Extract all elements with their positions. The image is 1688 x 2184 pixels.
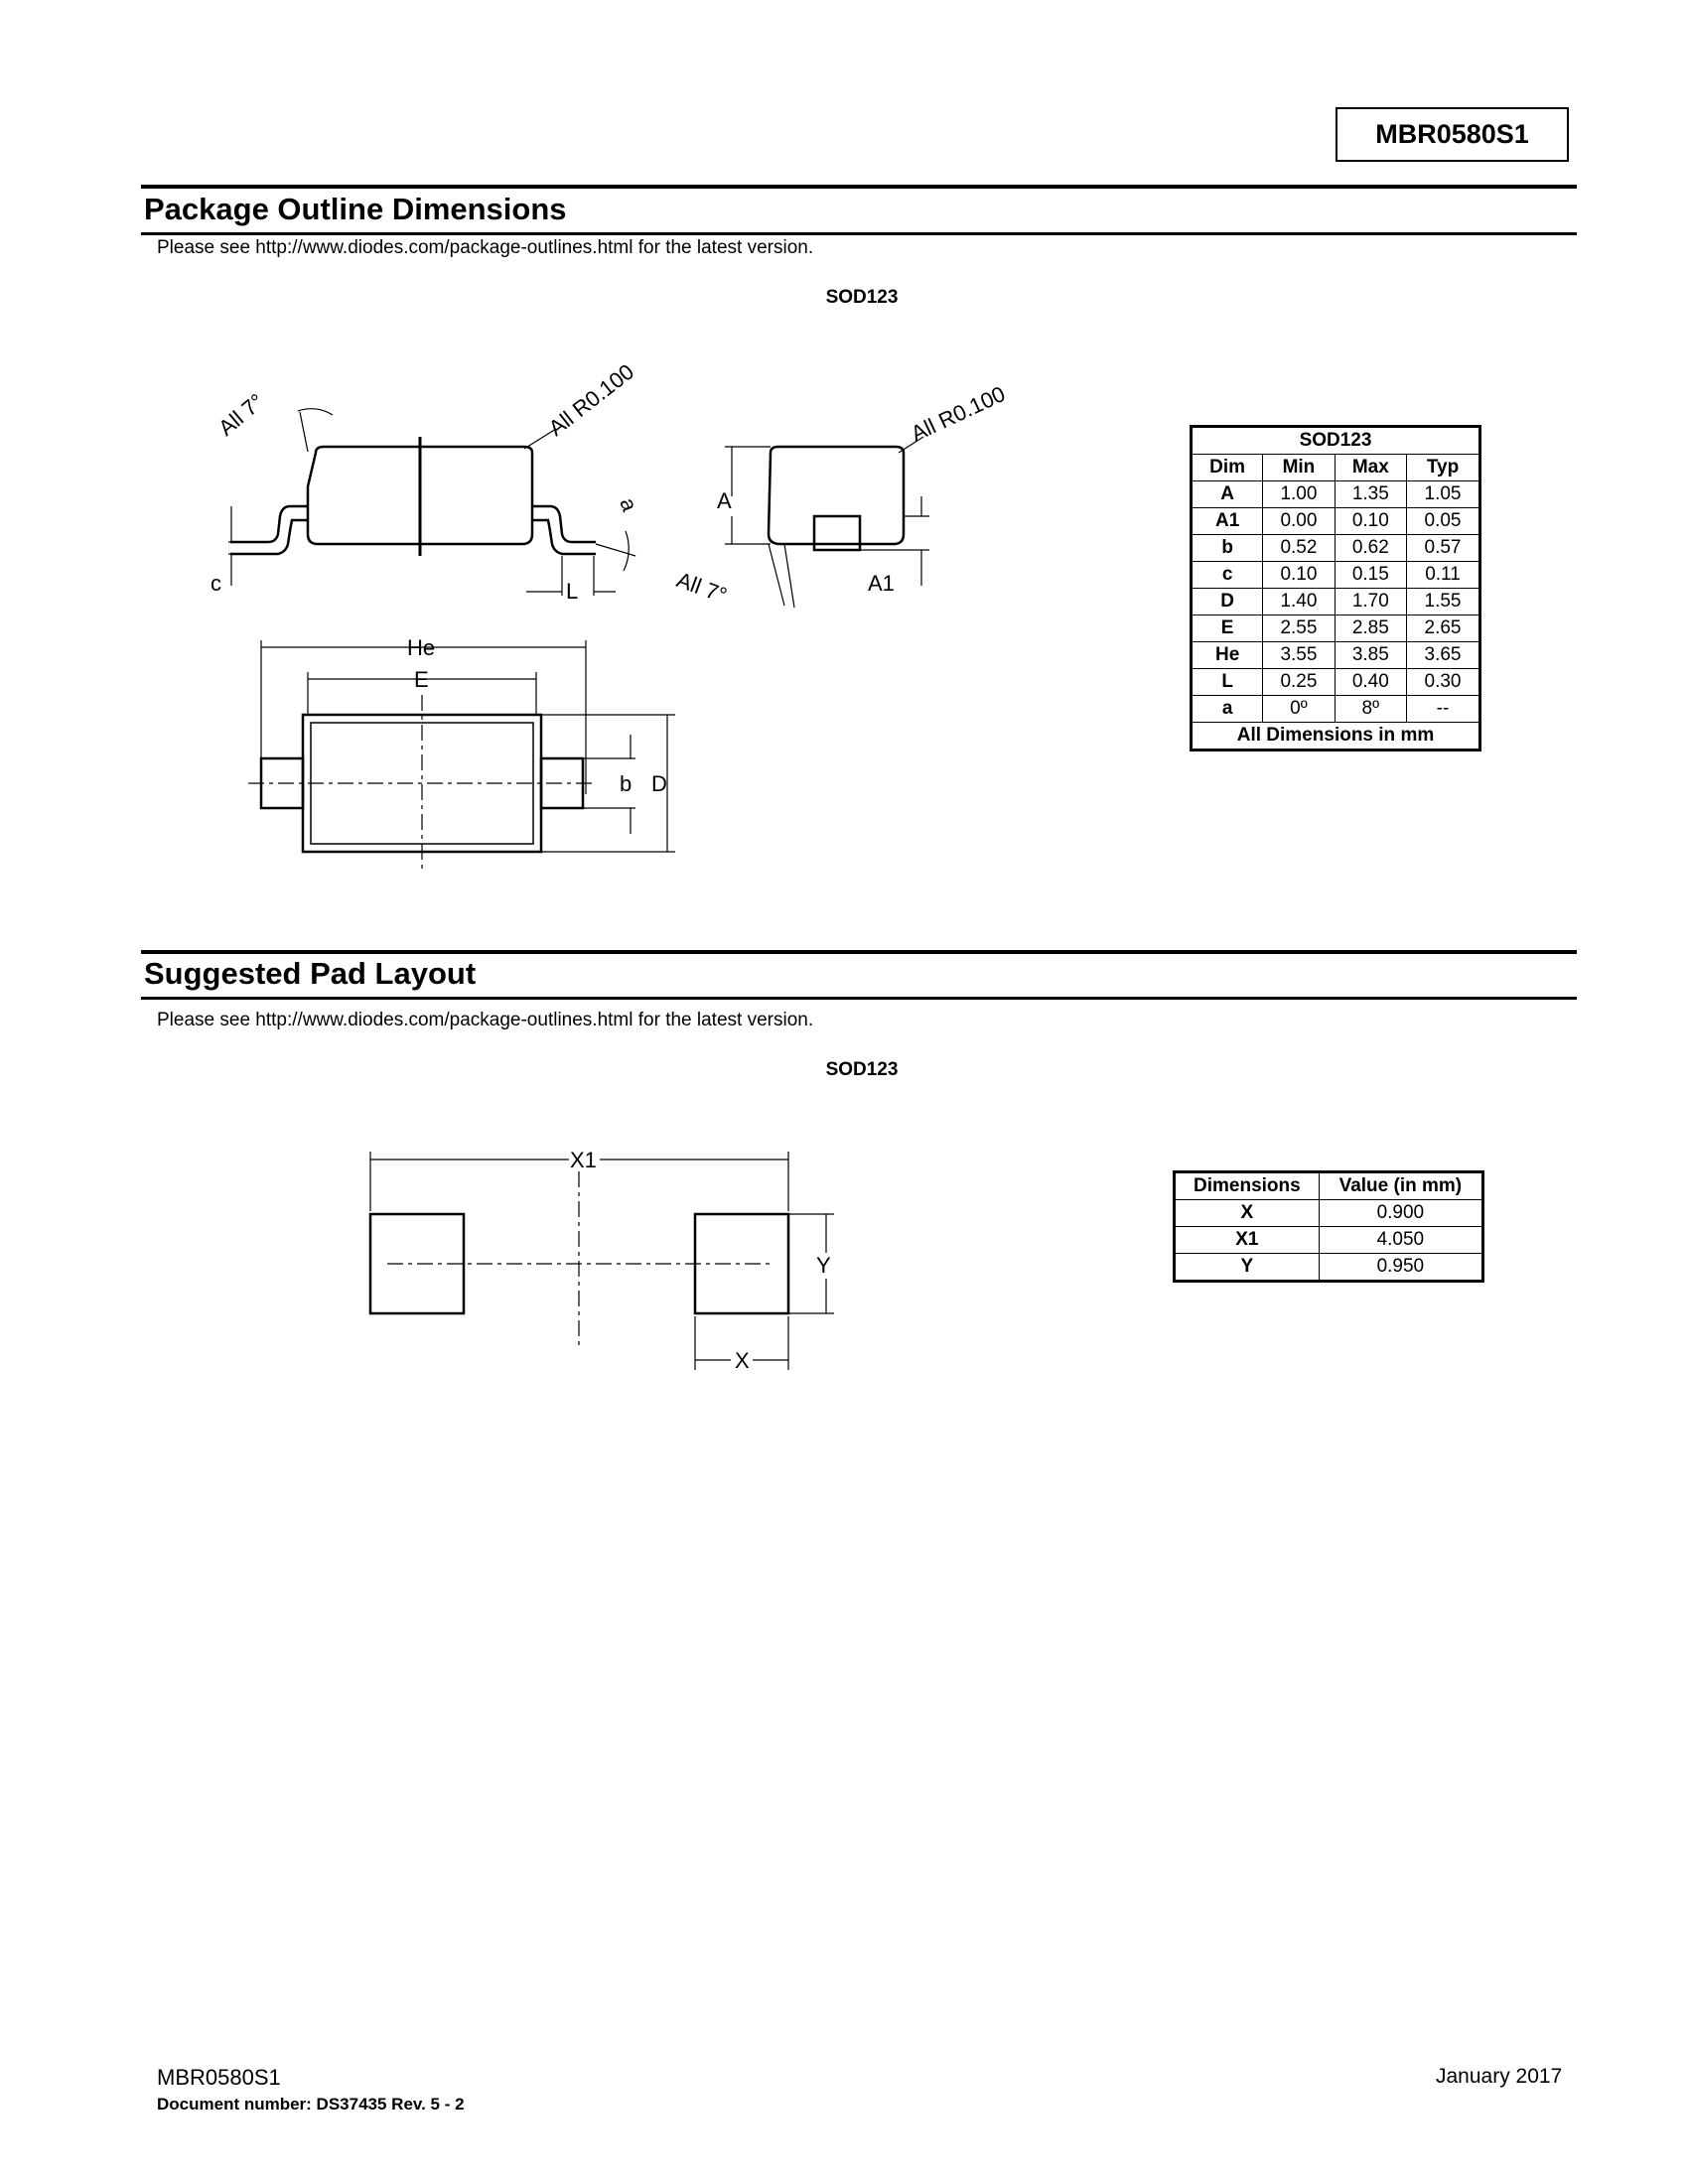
outline-table-title: SOD123: [1192, 427, 1480, 455]
label-He: He: [407, 635, 436, 660]
label-Y: Y: [816, 1253, 831, 1278]
footer-date: January 2017: [1436, 2065, 1563, 2088]
pad-package-label: SOD123: [825, 1059, 899, 1080]
table-row: X 0.900: [1175, 1200, 1483, 1227]
table-row: X1 4.050: [1175, 1227, 1483, 1254]
outline-table-header: Typ: [1407, 455, 1480, 481]
footer-part-number: MBR0580S1: [157, 2065, 281, 2090]
label-A: A: [717, 488, 732, 513]
part-number: MBR0580S1: [1375, 119, 1529, 149]
pad-note: Please see http://www.diodes.com/package-outlines.html for the latest version.: [157, 1010, 814, 1030]
outline-section-title: Package Outline Dimensions: [144, 192, 567, 226]
table-row: L 0.25 0.40 0.30: [1192, 669, 1480, 696]
label-all7-top: All 7°: [213, 388, 269, 441]
table-row: a 0º 8º --: [1192, 696, 1480, 723]
label-A1: A1: [868, 571, 895, 596]
label-r-top: All R0.100: [543, 358, 639, 441]
table-row: A 1.00 1.35 1.05: [1192, 481, 1480, 508]
pad-table-header: Dimensions: [1175, 1172, 1320, 1200]
pad-section-title: Suggested Pad Layout: [144, 956, 477, 991]
table-row: D 1.40 1.70 1.55: [1192, 589, 1480, 615]
table-row: A1 0.00 0.10 0.05: [1192, 508, 1480, 535]
pad-table-header: Value (in mm): [1319, 1172, 1482, 1200]
table-row: b 0.52 0.62 0.57: [1192, 535, 1480, 562]
label-D: D: [651, 771, 667, 796]
table-row: c 0.10 0.15 0.11: [1192, 562, 1480, 589]
footer-document-number: Document number: DS37435 Rev. 5 - 2: [157, 2095, 465, 2114]
pad-dimension-table: [1173, 1170, 1484, 1283]
outline-package-label: SOD123: [825, 287, 899, 308]
label-b: b: [620, 771, 633, 796]
label-a: a: [615, 494, 642, 515]
table-row: Y 0.950: [1175, 1254, 1483, 1282]
label-c: c: [211, 571, 221, 596]
outline-table-header: Max: [1335, 455, 1406, 481]
label-r-side: All R0.100: [907, 380, 1010, 447]
outline-note: Please see http://www.diodes.com/package-outlines.html for the latest version.: [157, 237, 814, 258]
label-all7-side: All 7°: [673, 567, 731, 609]
table-row: E 2.55 2.85 2.65: [1192, 615, 1480, 642]
label-L: L: [566, 579, 579, 604]
label-E: E: [414, 667, 429, 692]
outline-table-header: Dim: [1192, 455, 1263, 481]
outline-table-header: Min: [1263, 455, 1335, 481]
label-X1: X1: [570, 1148, 597, 1172]
label-X: X: [735, 1348, 750, 1373]
table-row: He 3.55 3.85 3.65: [1192, 642, 1480, 669]
outline-table-footer: All Dimensions in mm: [1192, 723, 1480, 751]
